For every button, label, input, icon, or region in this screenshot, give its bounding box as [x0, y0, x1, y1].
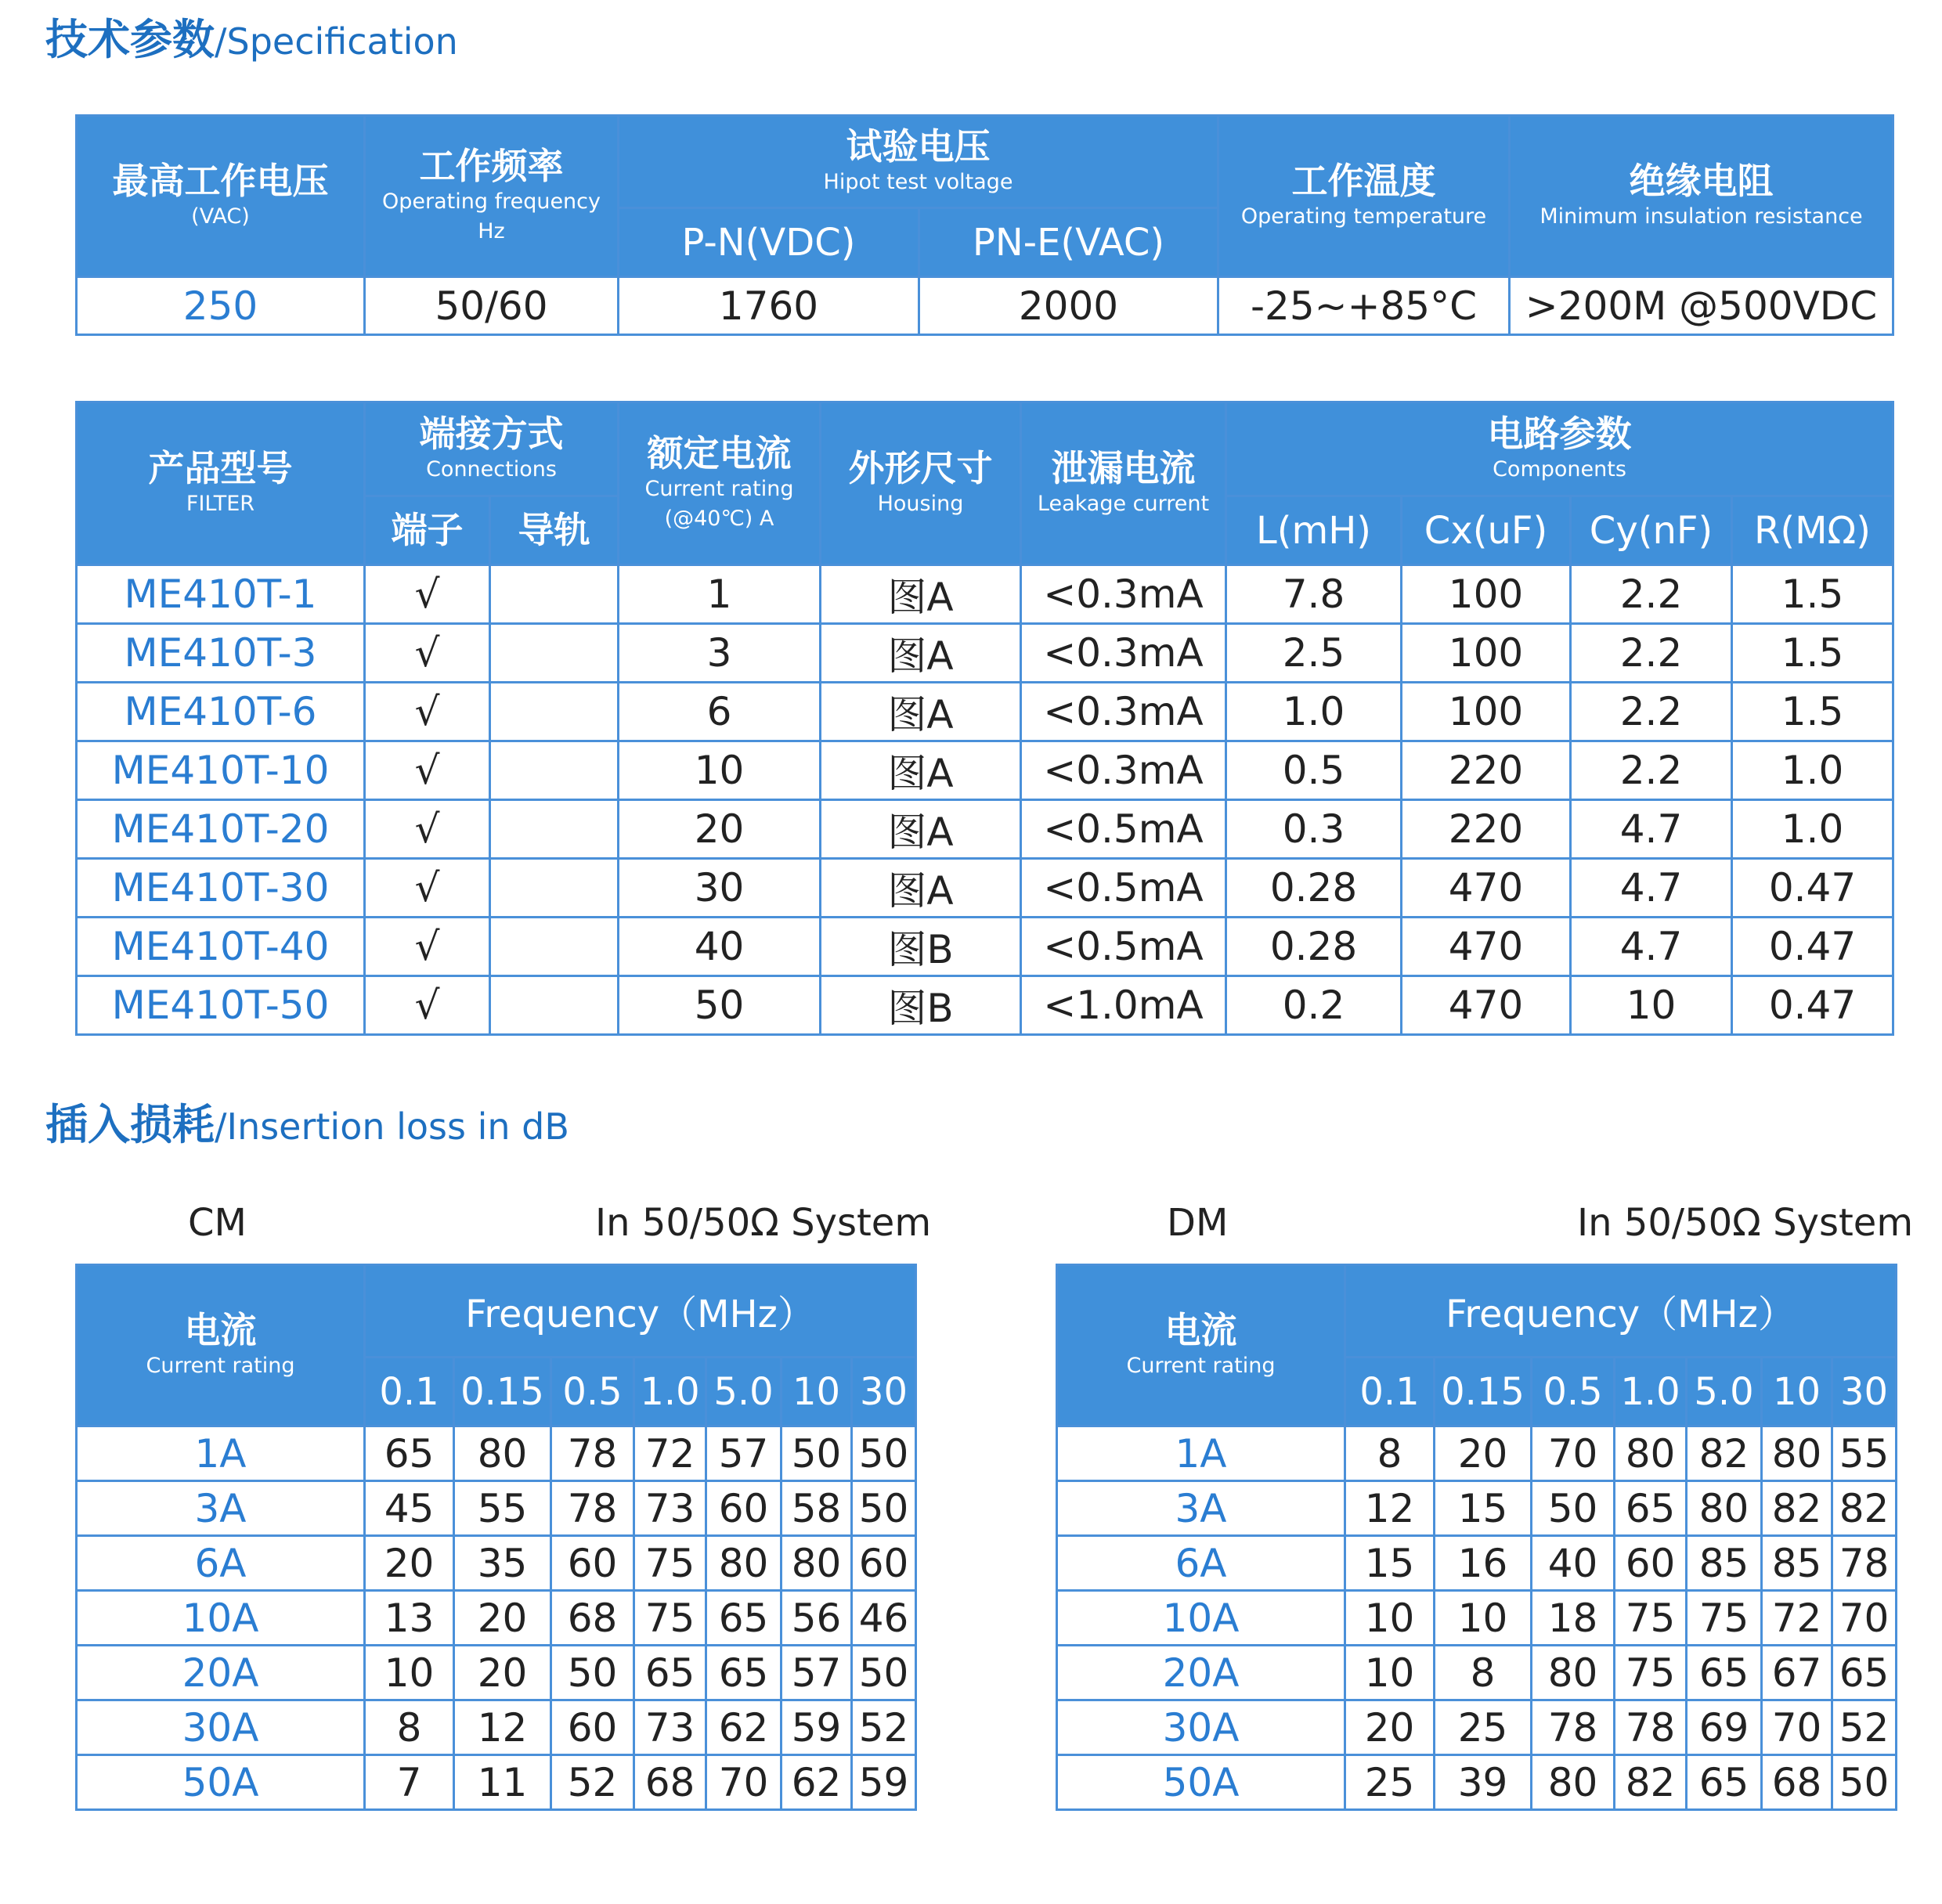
cell-r: 1.5 [1732, 683, 1893, 741]
dm-cell-value: 75 [1687, 1591, 1762, 1646]
dm-cell-value: 80 [1687, 1481, 1762, 1536]
cell-l: 0.2 [1226, 976, 1402, 1035]
cell-cx: 100 [1402, 565, 1571, 624]
header-connections: 端接方式 Connections [365, 402, 619, 496]
dm-cell-current: 30A [1057, 1700, 1345, 1755]
cell-housing: 图A [821, 800, 1021, 859]
cm-cell-value: 75 [634, 1536, 706, 1591]
cm-cell-value: 68 [634, 1755, 706, 1810]
cell-cy: 2.2 [1571, 624, 1732, 683]
cm-cell-value: 50 [551, 1646, 634, 1700]
dm-cell-value: 39 [1435, 1755, 1532, 1810]
cell-housing: 图A [821, 624, 1021, 683]
cell-cx: 470 [1402, 976, 1571, 1035]
cell-terminal: √ [365, 859, 490, 918]
dm-cell-value: 20 [1345, 1700, 1435, 1755]
header-terminal: 端子 [365, 496, 490, 565]
cell-terminal: √ [365, 800, 490, 859]
cell-terminal: √ [365, 683, 490, 741]
cm-cell-current: 20A [77, 1646, 365, 1700]
cm-cell-value: 80 [454, 1426, 551, 1481]
cell-l: 7.8 [1226, 565, 1402, 624]
dm-cell-value: 65 [1687, 1755, 1762, 1810]
cm-cell-value: 62 [706, 1700, 781, 1755]
cell-leak: <0.3mA [1021, 565, 1226, 624]
cell-housing: 图A [821, 741, 1021, 800]
table-row [77, 918, 1893, 976]
cell-r: 0.47 [1732, 976, 1893, 1035]
spec-table [75, 114, 1894, 336]
cell-cy: 4.7 [1571, 859, 1732, 918]
dm-cell-value: 12 [1345, 1481, 1435, 1536]
dm-cell-value: 50 [1532, 1481, 1615, 1536]
cell-l: 0.5 [1226, 741, 1402, 800]
dm-cell-value: 82 [1687, 1426, 1762, 1481]
table-row [77, 741, 1893, 800]
header-frequency: 工作频率 Operating frequency Hz [365, 116, 619, 277]
cm-cell-value: 52 [852, 1700, 916, 1755]
table-row [77, 565, 1893, 624]
cm-cell-value: 80 [781, 1536, 852, 1591]
dm-cell-value: 85 [1687, 1536, 1762, 1591]
cell-model: ME410T-50 [77, 976, 365, 1035]
cell-cx: 220 [1402, 800, 1571, 859]
table-row [77, 1591, 916, 1646]
cm-header-freq-6: 30 [852, 1358, 916, 1426]
cm-cell-value: 55 [454, 1481, 551, 1536]
cell-l: 0.28 [1226, 918, 1402, 976]
dm-header-freq-5: 10 [1762, 1358, 1832, 1426]
dm-cell-value: 25 [1435, 1700, 1532, 1755]
dm-cell-value: 82 [1762, 1481, 1832, 1536]
cell-terminal: √ [365, 976, 490, 1035]
header-leakage: 泄漏电流 Leakage current [1021, 402, 1226, 565]
dm-header-freq-0: 0.1 [1345, 1358, 1435, 1426]
dm-cell-value: 85 [1762, 1536, 1832, 1591]
dm-cell-value: 80 [1532, 1646, 1615, 1700]
table-row [1057, 1481, 1897, 1536]
table-row [77, 1481, 916, 1536]
header-temperature: 工作温度 Operating temperature [1218, 116, 1510, 277]
cm-cell-current: 3A [77, 1481, 365, 1536]
cm-cell-value: 65 [365, 1426, 454, 1481]
cm-mode-label: CM [188, 1201, 247, 1245]
dm-cell-value: 80 [1762, 1426, 1832, 1481]
cell-cx: 470 [1402, 859, 1571, 918]
cm-cell-value: 65 [706, 1646, 781, 1700]
dm-cell-value: 20 [1435, 1426, 1532, 1481]
value-temperature: -25~+85°C [1218, 277, 1510, 335]
cm-cell-value: 8 [365, 1700, 454, 1755]
cm-cell-value: 58 [781, 1481, 852, 1536]
dm-cell-value: 72 [1762, 1591, 1832, 1646]
dm-header-freq-6: 30 [1832, 1358, 1897, 1426]
header-components: 电路参数 Components [1226, 402, 1893, 496]
dm-cell-value: 8 [1435, 1646, 1532, 1700]
header-cx: Cx(uF) [1402, 496, 1571, 565]
dm-cell-value: 10 [1345, 1591, 1435, 1646]
cell-housing: 图B [821, 918, 1021, 976]
cm-cell-value: 60 [551, 1536, 634, 1591]
cm-cell-value: 56 [781, 1591, 852, 1646]
header-r: R(MΩ) [1732, 496, 1893, 565]
dm-cell-current: 10A [1057, 1591, 1345, 1646]
cm-header-freq-4: 5.0 [706, 1358, 781, 1426]
cm-cell-value: 20 [454, 1646, 551, 1700]
cm-cell-value: 12 [454, 1700, 551, 1755]
table-row [77, 1646, 916, 1700]
cm-cell-value: 50 [781, 1426, 852, 1481]
cell-terminal: √ [365, 624, 490, 683]
dm-cell-value: 68 [1762, 1755, 1832, 1810]
table-row [1057, 1755, 1897, 1810]
dm-cell-value: 52 [1832, 1700, 1897, 1755]
cell-cy: 4.7 [1571, 800, 1732, 859]
cell-cy: 2.2 [1571, 565, 1732, 624]
cm-cell-value: 60 [852, 1536, 916, 1591]
cm-cell-value: 60 [551, 1700, 634, 1755]
cm-cell-current: 6A [77, 1536, 365, 1591]
dm-cell-value: 75 [1615, 1646, 1687, 1700]
cm-header-freq-2: 0.5 [551, 1358, 634, 1426]
cell-rail [490, 918, 619, 976]
header-rail: 导轨 [490, 496, 619, 565]
dm-cell-value: 10 [1435, 1591, 1532, 1646]
cm-cell-current: 10A [77, 1591, 365, 1646]
cell-leak: <1.0mA [1021, 976, 1226, 1035]
cell-cy: 2.2 [1571, 683, 1732, 741]
cm-cell-current: 1A [77, 1426, 365, 1481]
product-table [75, 401, 1894, 1036]
cm-cell-value: 45 [365, 1481, 454, 1536]
cell-current: 10 [619, 741, 821, 800]
cm-cell-value: 20 [454, 1591, 551, 1646]
cell-cy: 10 [1571, 976, 1732, 1035]
cell-rail [490, 859, 619, 918]
cm-cell-value: 13 [365, 1591, 454, 1646]
cm-cell-value: 35 [454, 1536, 551, 1591]
dm-cell-value: 80 [1532, 1755, 1615, 1810]
table-row [77, 800, 1893, 859]
dm-cell-current: 6A [1057, 1536, 1345, 1591]
dm-header-frequency: Frequency（MHz） [1345, 1265, 1897, 1358]
header-l: L(mH) [1226, 496, 1402, 565]
cell-cy: 2.2 [1571, 741, 1732, 800]
cell-leak: <0.5mA [1021, 859, 1226, 918]
cell-rail [490, 565, 619, 624]
cm-cell-value: 46 [852, 1591, 916, 1646]
dm-cell-value: 50 [1832, 1755, 1897, 1810]
cell-current: 50 [619, 976, 821, 1035]
dm-header-freq-3: 1.0 [1615, 1358, 1687, 1426]
cell-r: 0.47 [1732, 859, 1893, 918]
dm-cell-value: 8 [1345, 1426, 1435, 1481]
dm-header-current: 电流 Current rating [1057, 1265, 1345, 1426]
cm-cell-value: 78 [551, 1426, 634, 1481]
dm-header-freq-4: 5.0 [1687, 1358, 1762, 1426]
cm-cell-current: 30A [77, 1700, 365, 1755]
value-pn: 1760 [619, 277, 919, 335]
loss-section-title: 插入损耗/Insertion loss in dB [45, 1100, 569, 1149]
cm-cell-value: 70 [706, 1755, 781, 1810]
cm-header-freq-1: 0.15 [454, 1358, 551, 1426]
cell-cx: 100 [1402, 683, 1571, 741]
cm-header-freq-5: 10 [781, 1358, 852, 1426]
cm-cell-value: 73 [634, 1700, 706, 1755]
cell-rail [490, 976, 619, 1035]
dm-header-freq-2: 0.5 [1532, 1358, 1615, 1426]
cell-model: ME410T-3 [77, 624, 365, 683]
cm-system-label: In 50/50Ω System [595, 1201, 932, 1245]
cell-l: 2.5 [1226, 624, 1402, 683]
cm-cell-value: 50 [852, 1481, 916, 1536]
cm-cell-value: 78 [551, 1481, 634, 1536]
cm-cell-value: 73 [634, 1481, 706, 1536]
cm-cell-value: 7 [365, 1755, 454, 1810]
table-row [77, 683, 1893, 741]
cm-cell-value: 20 [365, 1536, 454, 1591]
cm-cell-current: 50A [77, 1755, 365, 1810]
cell-housing: 图A [821, 683, 1021, 741]
dm-cell-value: 18 [1532, 1591, 1615, 1646]
cell-model: ME410T-40 [77, 918, 365, 976]
value-insulation: >200M @500VDC [1510, 277, 1893, 335]
value-max-voltage: 250 [77, 277, 365, 335]
cell-rail [490, 683, 619, 741]
dm-cell-value: 25 [1345, 1755, 1435, 1810]
dm-cell-value: 60 [1615, 1536, 1687, 1591]
header-insulation: 绝缘电阻 Minimum insulation resistance [1510, 116, 1893, 277]
table-row [77, 976, 1893, 1035]
cell-model: ME410T-20 [77, 800, 365, 859]
cell-leak: <0.3mA [1021, 624, 1226, 683]
dm-cell-value: 69 [1687, 1700, 1762, 1755]
dm-cell-value: 82 [1832, 1481, 1897, 1536]
dm-cell-value: 82 [1615, 1755, 1687, 1810]
cell-housing: 图A [821, 565, 1021, 624]
cell-leak: <0.5mA [1021, 918, 1226, 976]
dm-cell-value: 78 [1532, 1700, 1615, 1755]
cell-cx: 470 [1402, 918, 1571, 976]
cm-cell-value: 57 [706, 1426, 781, 1481]
header-model: 产品型号 FILTER [77, 402, 365, 565]
cell-leak: <0.3mA [1021, 741, 1226, 800]
cell-r: 1.0 [1732, 800, 1893, 859]
dm-cell-value: 16 [1435, 1536, 1532, 1591]
table-row [1057, 1700, 1897, 1755]
cell-leak: <0.3mA [1021, 683, 1226, 741]
cell-model: ME410T-1 [77, 565, 365, 624]
cell-housing: 图B [821, 976, 1021, 1035]
cm-cell-value: 65 [634, 1646, 706, 1700]
dm-system-label: In 50/50Ω System [1577, 1201, 1914, 1245]
cell-l: 0.28 [1226, 859, 1402, 918]
cm-cell-value: 75 [634, 1591, 706, 1646]
dm-cell-value: 75 [1615, 1591, 1687, 1646]
dm-cell-current: 3A [1057, 1481, 1345, 1536]
cm-cell-value: 59 [781, 1700, 852, 1755]
dm-cell-current: 1A [1057, 1426, 1345, 1481]
cell-l: 0.3 [1226, 800, 1402, 859]
value-frequency: 50/60 [365, 277, 619, 335]
cm-header-freq-0: 0.1 [365, 1358, 454, 1426]
cell-current: 6 [619, 683, 821, 741]
table-row [1057, 1536, 1897, 1591]
dm-cell-value: 15 [1435, 1481, 1532, 1536]
cell-terminal: √ [365, 565, 490, 624]
cm-loss-table [75, 1264, 917, 1811]
cell-rail [490, 624, 619, 683]
dm-cell-value: 65 [1687, 1646, 1762, 1700]
dm-cell-value: 40 [1532, 1536, 1615, 1591]
cell-cx: 100 [1402, 624, 1571, 683]
cell-current: 1 [619, 565, 821, 624]
cell-r: 1.5 [1732, 565, 1893, 624]
cell-l: 1.0 [1226, 683, 1402, 741]
dm-cell-value: 15 [1345, 1536, 1435, 1591]
cell-terminal: √ [365, 741, 490, 800]
table-row [1057, 1591, 1897, 1646]
header-pne: PN-E(VAC) [919, 208, 1218, 277]
header-current-rating: 额定电流 Current rating (@40℃) A [619, 402, 821, 565]
dm-cell-value: 70 [1762, 1700, 1832, 1755]
cell-rail [490, 741, 619, 800]
cell-current: 30 [619, 859, 821, 918]
cell-r: 1.0 [1732, 741, 1893, 800]
header-housing: 外形尺寸 Housing [821, 402, 1021, 565]
dm-header-freq-1: 0.15 [1435, 1358, 1532, 1426]
dm-cell-current: 20A [1057, 1646, 1345, 1700]
cm-cell-value: 50 [852, 1646, 916, 1700]
cm-cell-value: 11 [454, 1755, 551, 1810]
dm-cell-value: 78 [1832, 1536, 1897, 1591]
cell-rail [490, 800, 619, 859]
header-pn: P-N(VDC) [619, 208, 919, 277]
cell-terminal: √ [365, 918, 490, 976]
table-row [1057, 1646, 1897, 1700]
table-row [1057, 1426, 1897, 1481]
cell-cx: 220 [1402, 741, 1571, 800]
cm-cell-value: 57 [781, 1646, 852, 1700]
cell-current: 3 [619, 624, 821, 683]
dm-cell-value: 55 [1832, 1426, 1897, 1481]
cell-housing: 图A [821, 859, 1021, 918]
cm-cell-value: 59 [852, 1755, 916, 1810]
table-row [77, 1755, 916, 1810]
cm-cell-value: 72 [634, 1426, 706, 1481]
cm-cell-value: 62 [781, 1755, 852, 1810]
dm-cell-value: 80 [1615, 1426, 1687, 1481]
cm-cell-value: 60 [706, 1481, 781, 1536]
cm-header-freq-3: 1.0 [634, 1358, 706, 1426]
spec-section-title: 技术参数/Specification [45, 15, 458, 64]
dm-cell-value: 65 [1832, 1646, 1897, 1700]
cm-cell-value: 10 [365, 1646, 454, 1700]
cell-current: 20 [619, 800, 821, 859]
cm-header-current: 电流 Current rating [77, 1265, 365, 1426]
dm-cell-value: 70 [1832, 1591, 1897, 1646]
table-row [77, 1700, 916, 1755]
cm-cell-value: 65 [706, 1591, 781, 1646]
dm-cell-current: 50A [1057, 1755, 1345, 1810]
dm-loss-table [1056, 1264, 1897, 1811]
value-pne: 2000 [919, 277, 1218, 335]
dm-cell-value: 70 [1532, 1426, 1615, 1481]
cm-cell-value: 50 [852, 1426, 916, 1481]
dm-mode-label: DM [1167, 1201, 1229, 1245]
header-hipot: 试验电压 Hipot test voltage [619, 116, 1218, 208]
cell-cy: 4.7 [1571, 918, 1732, 976]
cm-cell-value: 68 [551, 1591, 634, 1646]
cell-model: ME410T-30 [77, 859, 365, 918]
cm-cell-value: 52 [551, 1755, 634, 1810]
table-row [77, 1426, 916, 1481]
cell-r: 0.47 [1732, 918, 1893, 976]
header-max-voltage: 最高工作电压 (VAC) [77, 116, 365, 277]
header-cy: Cy(nF) [1571, 496, 1732, 565]
dm-cell-value: 78 [1615, 1700, 1687, 1755]
table-row [77, 1536, 916, 1591]
table-row [77, 859, 1893, 918]
cell-r: 1.5 [1732, 624, 1893, 683]
dm-cell-value: 67 [1762, 1646, 1832, 1700]
table-row [77, 624, 1893, 683]
cm-cell-value: 80 [706, 1536, 781, 1591]
cell-current: 40 [619, 918, 821, 976]
dm-cell-value: 10 [1345, 1646, 1435, 1700]
cell-model: ME410T-10 [77, 741, 365, 800]
cell-model: ME410T-6 [77, 683, 365, 741]
dm-cell-value: 65 [1615, 1481, 1687, 1536]
cell-leak: <0.5mA [1021, 800, 1226, 859]
cm-header-frequency: Frequency（MHz） [365, 1265, 916, 1358]
